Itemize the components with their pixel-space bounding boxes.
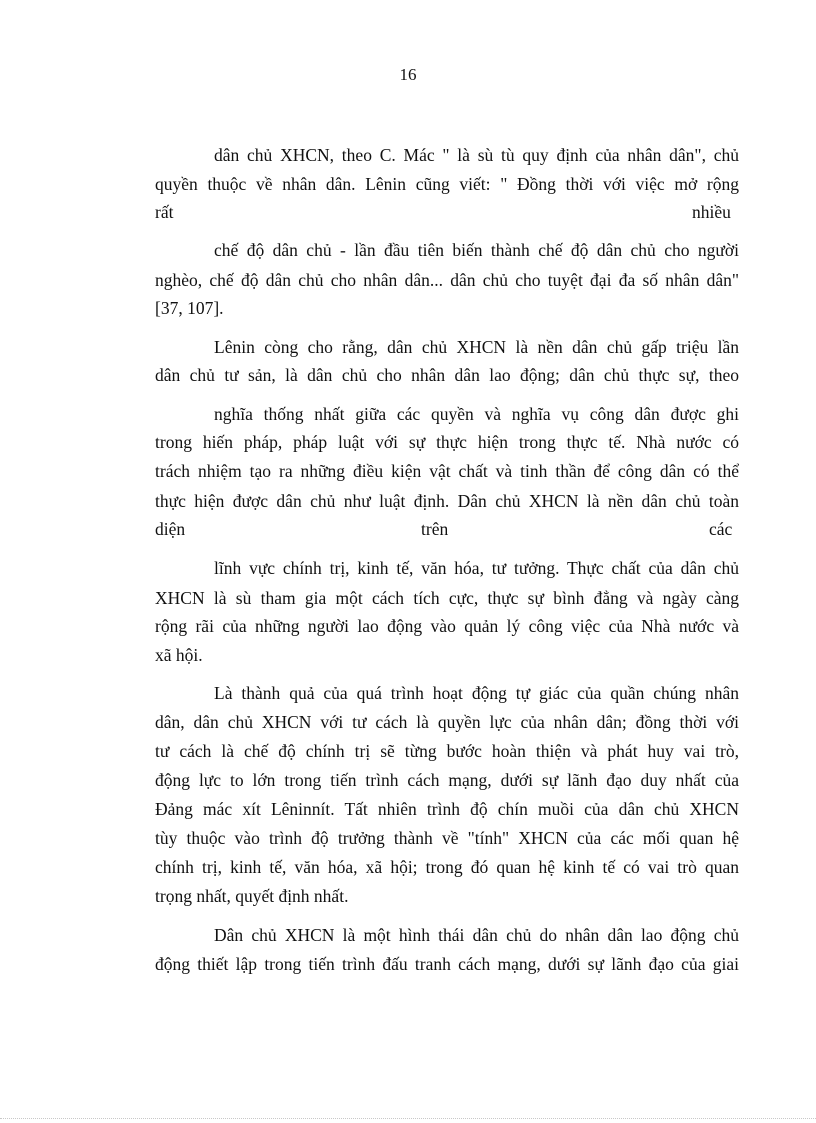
text-line: trên bbox=[421, 519, 449, 539]
text-line: các bbox=[709, 519, 733, 539]
text-line: quyền thuộc về nhân dân. Lênin cũng viết: " Đồng thời với việc mở rộng bbox=[155, 174, 739, 194]
text-line: tùy thuộc vào trình độ trưởng thành về "tính" XHCN của các mối quan hệ bbox=[155, 828, 739, 848]
text-line: nhiều bbox=[692, 202, 731, 222]
text-line: XHCN là sù tham gia một cách tích cực, thực sự bình đẳng và ngày càng bbox=[155, 588, 739, 608]
text-line: chính trị, kinh tế, văn hóa, xã hội; trong đó quan hệ kinh tế có vai trò quan bbox=[155, 857, 739, 877]
text-line: dân chủ XHCN, theo C. Mác " là sù tù quy định của nhân dân", chủ bbox=[214, 145, 739, 165]
text-line: [37, 107]. bbox=[155, 298, 224, 318]
text-line: động thiết lập trong tiến trình đấu tranh cách mạng, dưới sự lãnh đạo của giai bbox=[155, 954, 739, 974]
text-line: trong hiến pháp, pháp luật với sự thực hiện trong thực tế. Nhà nước có bbox=[155, 432, 739, 452]
text-line: Lênin còng cho rằng, dân chủ XHCN là nền dân chủ gấp triệu lần bbox=[214, 337, 739, 357]
page-number: 16 bbox=[399, 65, 417, 84]
text-line: rất bbox=[155, 202, 174, 222]
page-bottom-divider bbox=[0, 1118, 816, 1119]
text-line: tư cách là chế độ chính trị sẽ từng bước hoàn thiện và phát huy vai trò, bbox=[155, 741, 739, 761]
text-line: nghĩa thống nhất giữa các quyền và nghĩa vụ công dân được ghi bbox=[214, 404, 739, 424]
text-line: nghèo, chế độ dân chủ cho nhân dân... dân chủ cho tuyệt đại đa số nhân dân" bbox=[155, 270, 739, 290]
text-line: dân, dân chủ XHCN với tư cách là quyền lực của nhân dân; đồng thời với bbox=[155, 712, 739, 732]
text-line: Đảng mác xít Lêninnít. Tất nhiên trình độ chín muồi của dân chủ XHCN bbox=[155, 799, 739, 819]
text-line: chế độ dân chủ - lần đầu tiên biến thành chế độ dân chủ cho người bbox=[214, 240, 739, 260]
text-line: diện bbox=[155, 519, 186, 539]
text-line: lĩnh vực chính trị, kinh tế, văn hóa, tư tưởng. Thực chất của dân chủ bbox=[214, 558, 739, 578]
text-line: xã hội. bbox=[155, 645, 203, 665]
text-line: dân chủ tư sản, là dân chủ cho nhân dân lao động; dân chủ thực sự, theo bbox=[155, 365, 739, 385]
text-line: rộng rãi của những người lao động vào quản lý công việc của Nhà nước và bbox=[155, 616, 739, 636]
text-line: động lực to lớn trong tiến trình cách mạng, dưới sự lãnh đạo duy nhất của bbox=[155, 770, 739, 790]
text-line: Dân chủ XHCN là một hình thái dân chủ do nhân dân lao động chủ bbox=[214, 925, 739, 945]
text-line: trọng nhất, quyết định nhất. bbox=[155, 886, 349, 906]
text-line: trách nhiệm tạo ra những điều kiện vật chất và tinh thần để công dân có thể bbox=[155, 461, 739, 481]
text-line: Là thành quả của quá trình hoạt động tự giác của quần chúng nhân bbox=[214, 683, 739, 703]
text-line: thực hiện được dân chủ như luật định. Dân chủ XHCN là nền dân chủ toàn bbox=[155, 491, 739, 511]
